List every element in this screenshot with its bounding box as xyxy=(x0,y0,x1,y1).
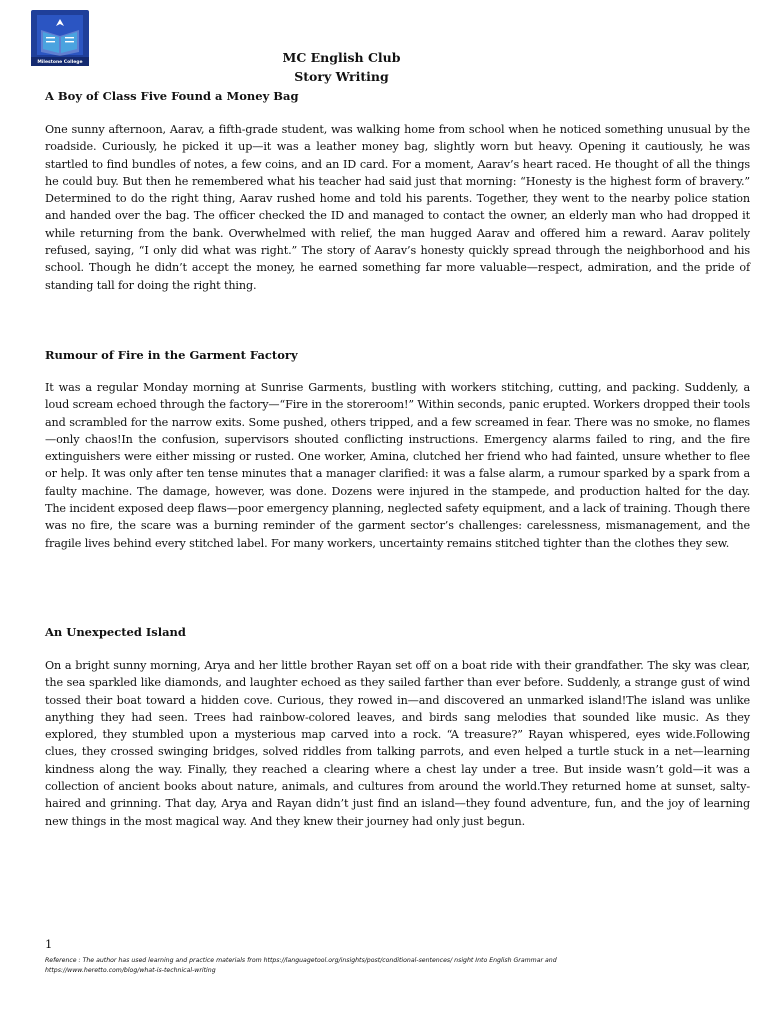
story-title: A Boy of Class Five Found a Money Bag xyxy=(45,89,299,103)
document-subtitle: Story Writing xyxy=(294,69,389,84)
story-section xyxy=(45,347,750,552)
story-body: One sunny afternoon, Aarav, a fifth-grade student, was walking home from school when he noticed something unusual by the roadside. Curiously, he picked it up—it was a leather money bag, slightly worn but heavy. Opening it cautiously, he was startled to find bundles of notes, a few coins, and an ID card. For a moment, Aarav’s heart raced. He thought of all the things he could buy. But then he remembered what his teacher had said just that morning: “Honesty is the highest form of bravery.” Determined to do the right thing, Aarav rushed home and told his parents. Together, they went to the nearby police station and handed over the bag. The officer checked the ID and managed to contact the owner, an elderly man who had dropped it while returning from the bank. Overwhelmed with relief, the man hugged Aarav and offered him a reward. Aarav politely refused, saying, “I only did what was right.” The story of Aarav’s honesty quickly spread through the neighborhood and his school. Though he didn’t accept the money, he earned something far more valuable—respect, admiration, and the pride of standing tall for doing the right thing. xyxy=(45,123,750,292)
page-number: 1 xyxy=(45,937,53,951)
story-section xyxy=(45,88,750,294)
story-body: It was a regular Monday morning at Sunrise Garments, bustling with workers stitching, cutting, and packing. Suddenly, a loud scream echoed through the factory—“Fire in the storeroom!” Within seconds, panic erupted. Workers dropped their tools and scrambled for the narrow exits. Some pushed, others tripped, and a few screamed in fear. There was no smoke, no flames—only chaos!In the confusion, supervisors shouted conflicting instructions. Emergency alarms failed to ring, and the fire extinguishers were either missing or rusted. One worker, Amina, clutched her friend who had fainted, unsure whether to flee or help. It was only after ten tense minutes that a manager clarified: it was a false alarm, a rumour sparked by a spark from a faulty machine. The damage, however, was done. Dozens were injured in the stampede, and production halted for the day. The incident exposed deep flaws—poor emergency planning, neglected safety equipment, and a lack of training. Though there was no fire, the scare was a burning reminder of the garment sector’s challenges: carelessness, mismanagement, and the fragile lives behind every stitched label. For many workers, uncertainty remains stitched tighter than the clothes they sew. xyxy=(45,381,750,550)
story-body: On a bright sunny morning, Arya and her little brother Rayan set off on a boat ride with their grandfather. The sky was clear, the sea sparkled like diamonds, and laughter echoed as they sailed farther than ever before. Suddenly, a strange gust of wind tossed their boat toward a hidden cove. Curious, they rowed in—and discovered an unmarked island!The island was unlike anything they had seen. Trees had rainbow-colored leaves, and birds sang melodies that sounded like music. As they explored, they stumbled upon a mysterious map carved into a rock. “A treasure?” Rayan whispered, eyes wide.Following clues, they crossed swinging bridges, solved riddles from talking parrots, and even helped a turtle stuck in a net—learning kindness along the way. Finally, they reached a clearing where a chest lay under a tree. But inside wasn’t gold—it was a collection of ancient books about nature, animals, and cultures from around the world.They returned home at sunset, salty-haired and grinning. That day, Arya and Rayan didn’t just find an island—they found adventure, fun, and the joy of learning new things in the most magical way. And they knew their journey had only just begun. xyxy=(45,659,750,828)
story-section xyxy=(45,624,750,830)
story-title: An Unexpected Island xyxy=(45,625,186,639)
story-title: Rumour of Fire in the Garment Factory xyxy=(45,348,298,362)
club-name: MC English Club xyxy=(282,50,401,65)
reference-footnote: Reference : The author has used learning and practice materials from https://languagetool.org/insights/post/conditional-sentences/ nsight Into English Grammar and https://www.heretto.com/blog/what-is-technical-writing xyxy=(45,957,557,974)
document-header xyxy=(0,48,683,86)
logo-caption: Milestone College xyxy=(37,60,83,65)
